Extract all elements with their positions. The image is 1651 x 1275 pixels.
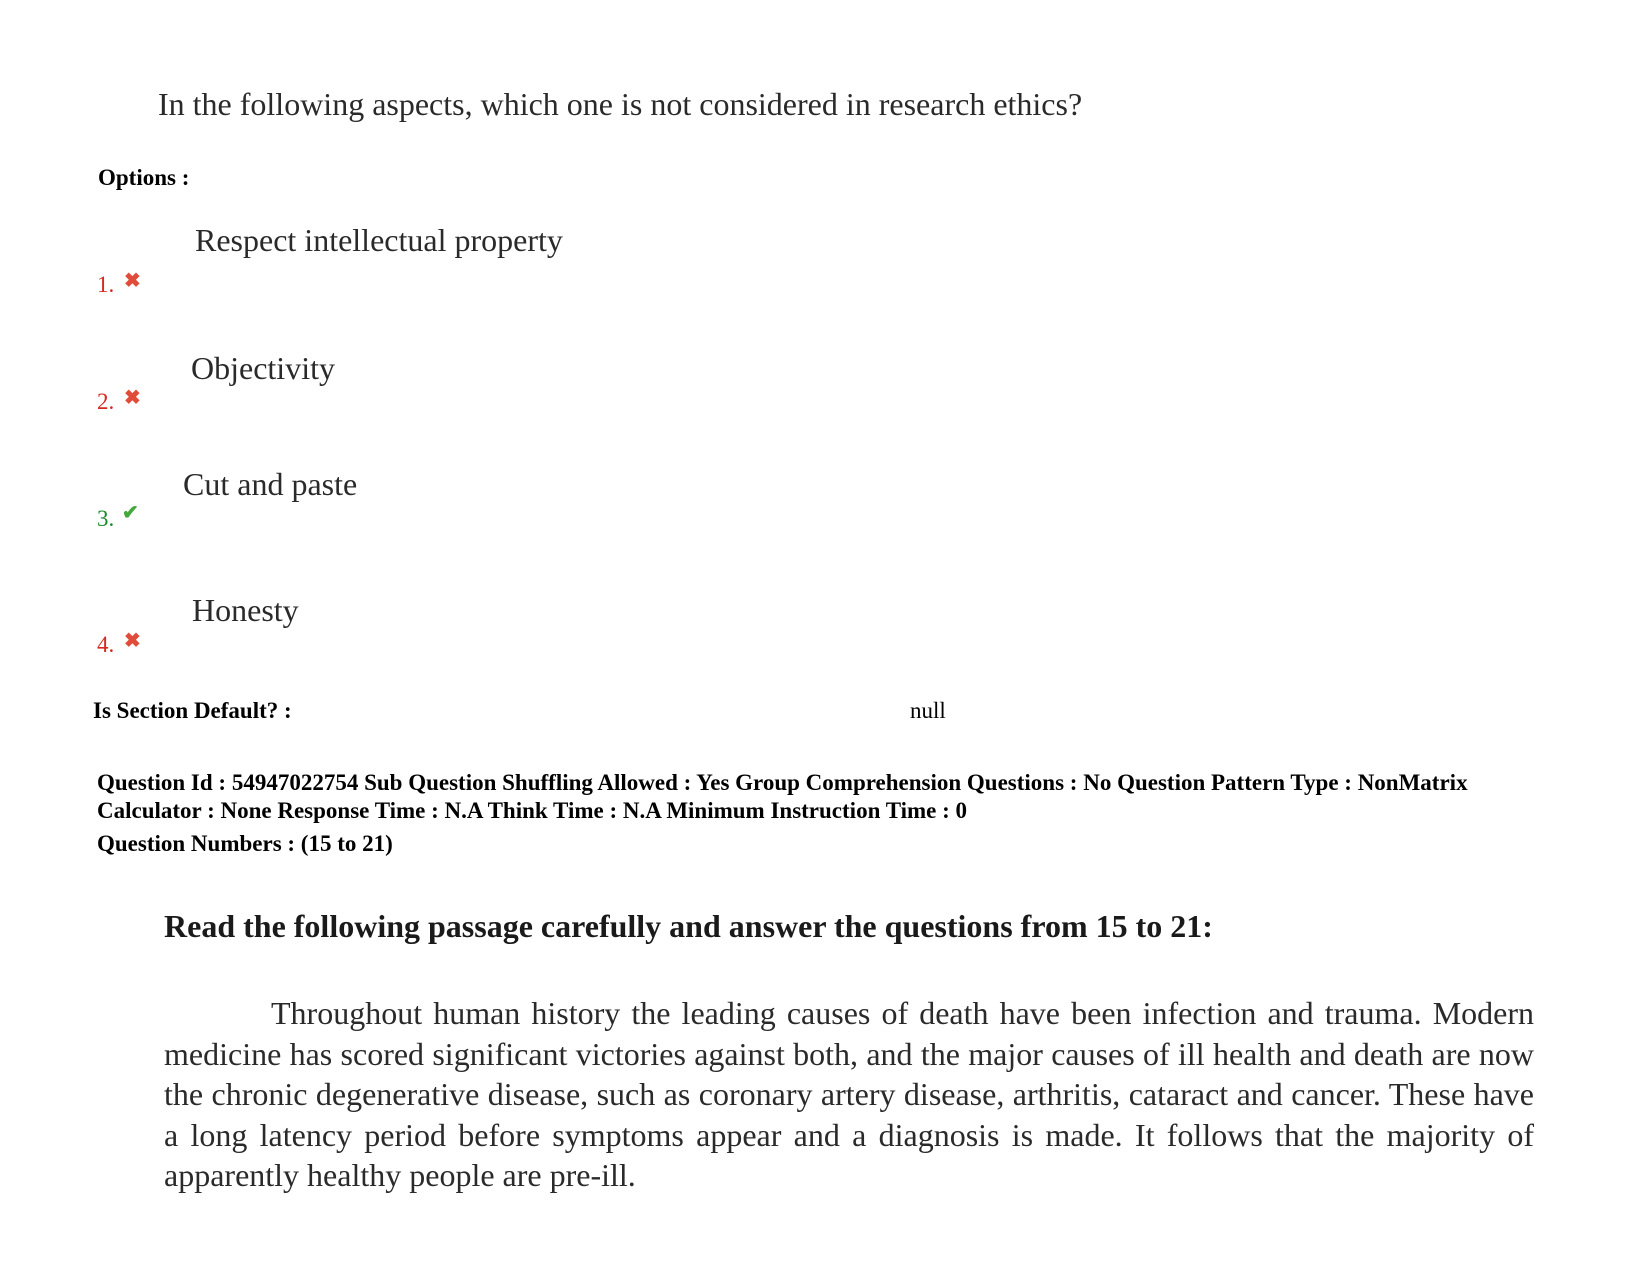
option-1-text: Respect intellectual property <box>195 222 563 258</box>
section-default-label: Is Section Default? : <box>93 698 292 723</box>
question-text: In the following aspects, which one is not considered in research ethics? <box>158 86 1083 122</box>
option-3-text: Cut and paste <box>183 466 358 502</box>
cross-icon: ✖ <box>124 270 141 292</box>
option-4-text: Honesty <box>192 592 299 628</box>
question-meta-line-1: Question Id : 54947022754 Sub Question Shuffling Allowed : Yes Group Comprehension Questions : No Question Pattern Type : NonMatrix <box>97 770 1468 795</box>
passage-body: Throughout human history the leading causes of death have been infection and trauma. Modern medicine has scored significant victories against both, and the major causes of ill health and death are now the chronic degenerative disease, such as coronary artery disease, arthritis, cataract and cancer. These have a long latency period before symptoms appear and a diagnosis is made. It follows that the majority of apparently healthy people are pre-ill. <box>164 995 1534 1193</box>
cross-icon: ✖ <box>124 387 141 409</box>
option-3-number: 3. <box>97 506 115 531</box>
cross-icon: ✖ <box>124 630 141 652</box>
question-meta-line-2: Calculator : None Response Time : N.A Think Time : N.A Minimum Instruction Time : 0 <box>97 798 968 823</box>
option-1-number: 1. <box>97 272 115 297</box>
option-4-number: 4. <box>97 632 115 657</box>
option-2-text: Objectivity <box>191 350 335 386</box>
check-icon: ✔ <box>122 502 139 524</box>
passage-heading: Read the following passage carefully and answer the questions from 15 to 21: <box>164 908 1213 944</box>
option-2-number: 2. <box>97 389 115 414</box>
question-numbers: Question Numbers : (15 to 21) <box>97 831 393 856</box>
section-default-value: null <box>910 698 946 723</box>
options-label: Options : <box>98 165 190 190</box>
